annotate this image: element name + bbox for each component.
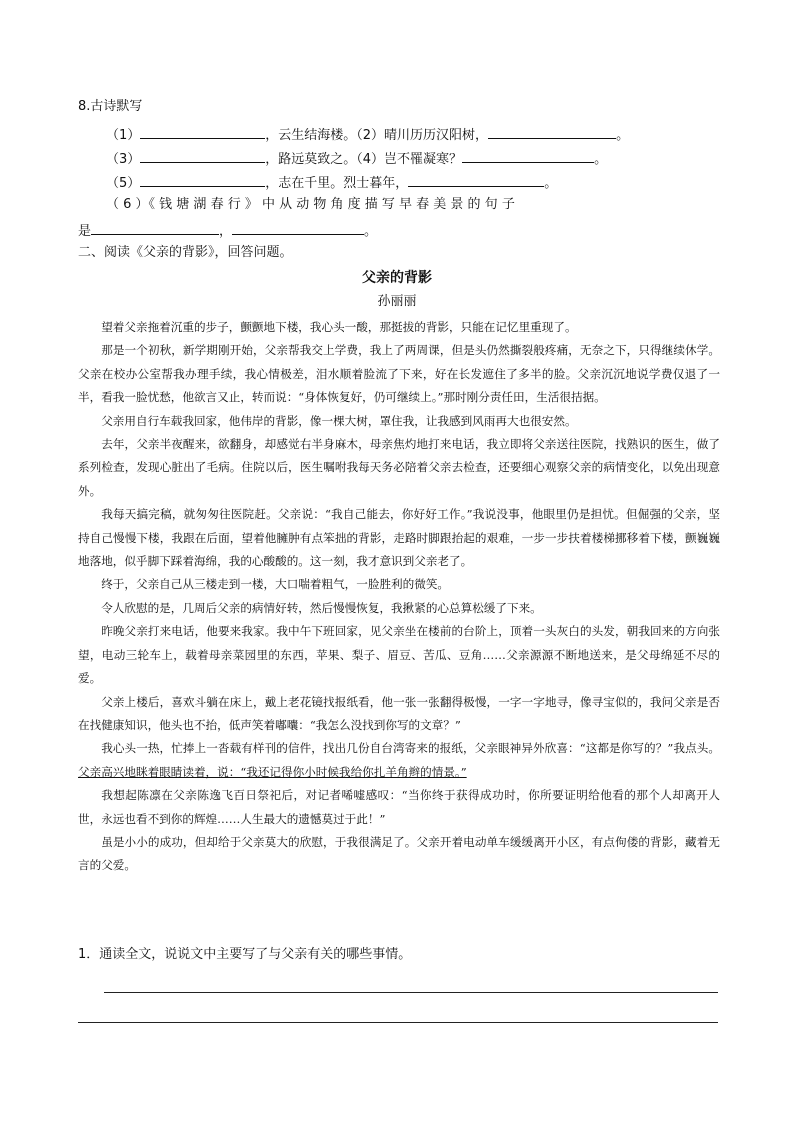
answer-blank[interactable] (91, 220, 219, 235)
article-body (78, 316, 720, 878)
answer-line[interactable] (78, 1022, 718, 1023)
question-text: ，路远莫致之。（4）岂不罹凝寒？ (265, 152, 463, 167)
article-paragraph: 那是一个初秋，新学期刚开始，父亲帮我交上学费，我上了两周课，但是头仍然撕裂般疼痛，无奈之下，只得继续休学。父亲在校办公室帮我办理手续，我心情极差，泪水顺着脸流了下来，好在长发遮住了多半的脸。父亲沉沉地说学费仅退了一半，看我一脸忧愁，他欲言又止，转而说：“身体恢复好，仍可继续上。”那时刚分责任田，生活很拮据。 (78, 343, 720, 405)
article-paragraph: 父亲用自行车载我回家，他伟岸的背影，像一棵大树，罩住我，让我感到风雨再大也很安然。 (101, 413, 577, 428)
answer-blank[interactable] (408, 172, 544, 187)
answer-blank[interactable] (140, 172, 265, 187)
poem-question-6-answer (78, 220, 377, 241)
question-number: （1） (106, 128, 141, 143)
question-number: （3） (106, 152, 141, 167)
answer-line[interactable] (104, 992, 718, 993)
question-text-end: 。 (594, 152, 608, 167)
poem-question-5 (106, 172, 557, 193)
answer-blank[interactable] (140, 148, 265, 163)
question-text-end: 。 (364, 224, 378, 239)
underlined-sentence: 父亲高兴地眯着眼睛读着，说：“我还记得你小时候我给你扎羊角辫的情景。” (78, 764, 467, 779)
article-paragraph (78, 737, 720, 784)
paragraph-text: 我心头一热，忙捧上一沓载有样刊的信件，找出几份自台湾寄来的报纸，父亲眼神异外欣喜：“这都是你写的？”我点头。 (101, 741, 720, 756)
article-title: 父亲的背影 (362, 270, 432, 286)
question-text: ，云生结海楼。（2）晴川历历汉阳树， (265, 128, 489, 143)
article-paragraph: 我想起陈凛在父亲陈逸飞百日祭祀后，对记者唏嘘感叹：“当你终于获得成功时，你所要证明给他看的那个人却离开人世，永远也看不到你的辉煌……人生最大的遗憾莫过于此！” (78, 788, 720, 826)
article-paragraph: 父亲上楼后，喜欢斗躺在床上，戴上老花镜找报纸看，他一张一张翻得极慢，一字一字地寻，像寻宝似的，我问父亲是否在找健康知识，他头也不抬，低声笑着嘟囔：“我怎么没找到你写的文章？” (78, 694, 720, 732)
question-text: ，志在千里。烈士暮年， (265, 176, 409, 191)
poem-question-6: （ 6 ）《 钱 塘 湖 春 行 》 中 从 动 物 角 度 描 写 早 春 美 景 的 句 子 (106, 197, 515, 212)
answer-blank[interactable] (462, 148, 594, 163)
answer-blank[interactable] (488, 124, 616, 139)
article-paragraph: 望着父亲拖着沉重的步子，颤颤地下楼，我心头一酸，那挺拔的背影，只能在记忆里重现了。 (101, 320, 577, 334)
answer-blank[interactable] (232, 220, 364, 235)
question-text: ， (219, 224, 233, 239)
section-2-heading: 二、阅读《父亲的背影》，回答问题。 (78, 245, 293, 260)
article-author: 孙丽丽 (377, 294, 417, 309)
article-paragraph: 我每天搞完稿，就匆匆往医院赶。父亲说：“我自己能去，你好好工作。”我说没事，他眼里仍是担忧。但倔强的父亲，坚持自己慢慢下楼，我跟在后面，望着他臃肿有点笨拙的背影，走路时脚跟抬起的艰难，一步一步扶着楼梯挪移着下楼，颤巍巍地落地，似乎脚下踩着海绵，我的心酸酸的。这一刻，我才意识到父亲老了。 (78, 507, 720, 569)
article-paragraph: 终于，父亲自己从三楼走到一楼，大口喘着粗气，一脸胜利的微笑。 (101, 577, 450, 592)
question-number: （5） (106, 176, 141, 191)
article-paragraph: 昨晚父亲打来电话，他要来我家。我中午下班回家，见父亲坐在楼前的台阶上，顶着一头灰白的头发，朝我回来的方向张望，电动三轮车上，载着母亲菜园里的东西，苹果、梨子、眉豆、苦瓜、豆角……父亲源源不断地送来，是父母绵延不尽的爱。 (78, 624, 720, 686)
question-text-end: 。 (544, 176, 558, 191)
poem-question-3-4 (106, 148, 607, 169)
article-paragraph: 虽是小小的成功，但却给于父亲莫大的欣慰，于我很满足了。父亲开着电动单车缓缓离开小区，有点佝偻的背影，藏着无言的父爱。 (78, 834, 720, 873)
poem-question-1-2 (106, 124, 629, 145)
article-paragraph: 令人欣慰的是，几周后父亲的病情好转，然后慢慢恢复，我揪紧的心总算松缓了下来。 (101, 600, 542, 615)
question-1: 1．通读全文，说说文中主要写了与父亲有关的哪些事情。 (78, 947, 412, 962)
section-8-heading: 8.古诗默写 (78, 99, 143, 114)
answer-blank[interactable] (140, 124, 265, 139)
question-text: 是 (78, 224, 92, 239)
article-paragraph: 去年，父亲半夜醒来，欲翻身，却感觉右半身麻木，母亲焦灼地打来电话，我立即将父亲送往医院，找熟识的医生，做了系列检查，发现心脏出了毛病。住院以后，医生嘱咐我每天务必陪着父亲去检查，还要细心观察父亲的病情变化，以免出现意外。 (78, 437, 720, 498)
question-text-end: 。 (616, 128, 630, 143)
